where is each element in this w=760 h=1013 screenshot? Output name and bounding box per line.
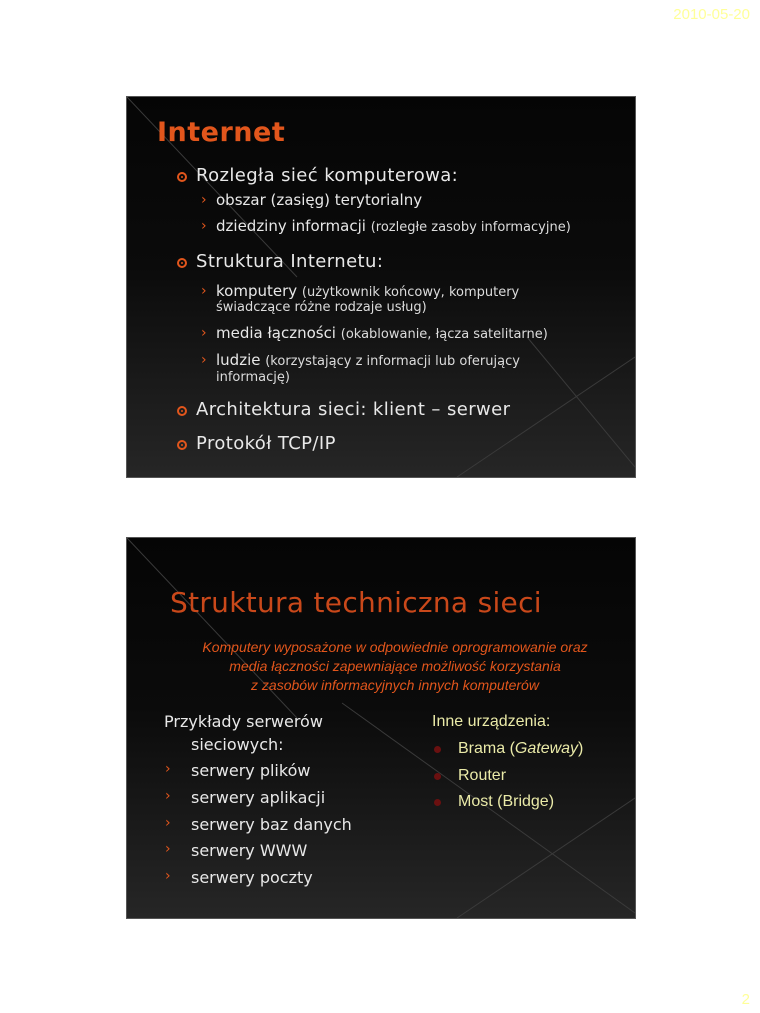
server-item: serwery aplikacji [191, 788, 326, 807]
bullet-icon [177, 172, 187, 182]
sub-item [216, 217, 571, 235]
device-item: Router [458, 767, 507, 784]
sub-item-text: media łączności [216, 324, 341, 342]
bullet-dot-icon [434, 773, 441, 780]
left-heading: Przykłady serwerów [164, 712, 323, 731]
chevron-icon: › [165, 815, 171, 831]
bullet-dot-icon [434, 746, 441, 753]
list-item: Struktura Internetu: [196, 251, 384, 272]
device-text: Brama ( [458, 740, 515, 757]
slide-title: Internet [157, 117, 286, 148]
bullet-icon [177, 440, 187, 450]
sub-item-note: (użytkownik końcowy, komputery [301, 285, 520, 300]
chevron-icon: › [201, 352, 207, 368]
sub-item-note-cont: informację) [216, 370, 290, 385]
sub-item-note: (rozległe zasoby informacyjne) [370, 220, 571, 235]
chevron-icon: › [165, 761, 171, 777]
sub-item-text: dziedziny informacji [216, 217, 371, 235]
server-item: serwery WWW [191, 841, 308, 860]
chevron-icon: › [201, 218, 207, 234]
sub-item-note: (korzystający z informacji lub oferujący [265, 354, 520, 369]
sub-item-text: komputery [216, 282, 302, 300]
sub-item [216, 351, 520, 369]
bullet-dot-icon [434, 799, 441, 806]
list-item: Protokół TCP/IP [196, 433, 336, 454]
bullet-icon [177, 258, 187, 268]
intro-text [127, 638, 636, 695]
date-header: 2010-05-20 [673, 6, 750, 23]
chevron-icon: › [165, 868, 171, 884]
sub-item: obszar (zasięg) terytorialny [216, 191, 423, 209]
device-item: Most (Bridge) [458, 793, 555, 810]
chevron-icon: › [201, 192, 207, 208]
chevron-icon: › [165, 841, 171, 857]
server-item: serwery baz danych [191, 815, 352, 834]
server-item: serwery plików [191, 761, 311, 780]
intro-line: z zasobów informacyjnych innych komputerów [251, 677, 539, 693]
chevron-icon: › [201, 325, 207, 341]
chevron-icon: › [165, 788, 171, 804]
device-text: ) [578, 740, 584, 757]
page-number: 2 [741, 991, 750, 1008]
sub-item [216, 324, 548, 342]
slide-structure [126, 537, 636, 919]
sub-item-text: ludzie [216, 351, 266, 369]
left-heading-cont: sieciowych: [191, 735, 284, 754]
sub-item [216, 282, 519, 300]
device-text-italic: Gateway [514, 740, 579, 757]
intro-line: Komputery wyposażone w odpowiednie oprogramowanie oraz [202, 639, 588, 655]
list-item: Rozległa sieć komputerowa: [196, 165, 459, 186]
slide-title: Struktura techniczna sieci [170, 586, 542, 619]
intro-line: media łączności zapewniające możliwość korzystania [229, 658, 561, 674]
bullet-icon [177, 406, 187, 416]
device-item [458, 740, 583, 758]
sub-item-note: (okablowanie, łącza satelitarne) [340, 327, 548, 342]
chevron-icon: › [201, 283, 207, 299]
server-item: serwery poczty [191, 868, 313, 887]
sub-item-note-cont: świadczące różne rodzaje usług) [216, 300, 427, 315]
list-item: Architektura sieci: klient – serwer [196, 399, 511, 420]
right-heading: Inne urządzenia: [432, 713, 551, 730]
slide-internet [126, 96, 636, 478]
